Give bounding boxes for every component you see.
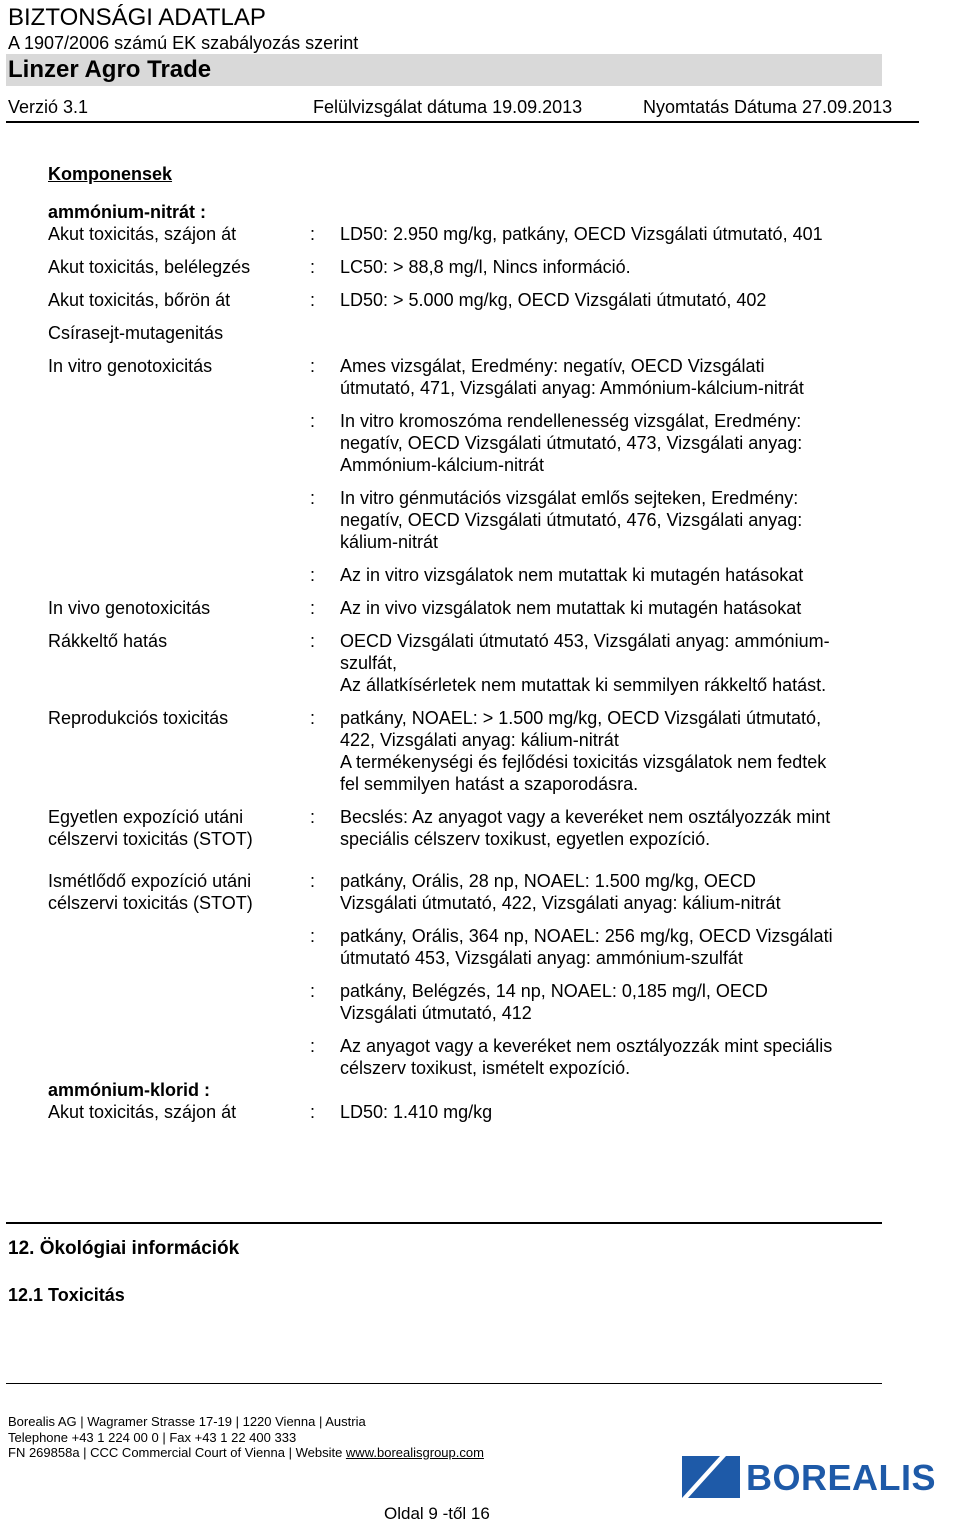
row-value: [340, 806, 888, 850]
row-value: [340, 870, 888, 914]
label-line: célszervi toxicitás (STOT): [48, 893, 253, 913]
row-colon: :: [310, 488, 316, 508]
value-line: patkány, Orális, 364 np, NOAEL: 256 mg/kg, OECD Vizsgálati: [340, 926, 833, 946]
row-value: LD50: > 5.000 mg/kg, OECD Vizsgálati útmutató, 402: [340, 290, 767, 310]
row-label: In vivo genotoxicitás: [48, 598, 211, 618]
row-label: Akut toxicitás, belélegzés: [48, 257, 251, 277]
value-line: útmutató, 471, Vizsgálati anyag: Ammónium-kálcium-nitrát: [340, 378, 804, 398]
row-value: [340, 1035, 888, 1079]
row-stot-repeated-4: [310, 1035, 888, 1079]
row-colon: :: [310, 356, 316, 376]
section-divider: [6, 1222, 882, 1224]
row-label: Akut toxicitás, szájon át: [48, 1102, 237, 1122]
value-line: patkány, Orális, 28 np, NOAEL: 1.500 mg/kg, OECD: [340, 871, 756, 891]
borealis-logo: [680, 1452, 956, 1502]
value-line: szulfát,: [340, 653, 398, 673]
row-colon: :: [310, 257, 316, 277]
value-line: fel semmilyen hatást a szaporodásra.: [340, 774, 639, 794]
row-stot-repeated-3: [310, 980, 888, 1024]
row-invitro-3: [310, 487, 888, 553]
value-line: patkány, Belégzés, 14 np, NOAEL: 0,185 mg/l, OECD: [340, 981, 768, 1001]
row-colon: :: [310, 631, 316, 651]
row-invitro-4: [310, 564, 888, 586]
row-value: [340, 980, 888, 1024]
value-line: A termékenységi és fejlődési toxicitás vizsgálatok nem fedtek: [340, 752, 827, 772]
header-divider: [6, 121, 919, 123]
value-line: speciális célszerv toxikust, egyetlen expozíció.: [340, 829, 711, 849]
document-subtitle: A 1907/2006 számú EK szabályozás szerint: [8, 33, 359, 53]
value-line: Ammónium-kálcium-nitrát: [340, 455, 545, 475]
row-colon: :: [310, 871, 316, 891]
footer-registration: [8, 1445, 484, 1461]
value-line: In vitro génmutációs vizsgálat emlős sejteken, Eredmény:: [340, 488, 799, 508]
label-line: Ismétlődő expozíció utáni: [48, 871, 252, 891]
row-carcinogenicity: [48, 630, 888, 696]
value-line: Vizsgálati útmutató, 422, Vizsgálati anyag: kálium-nitrát: [340, 893, 781, 913]
row-value: LD50: 1.410 mg/kg: [340, 1102, 493, 1122]
row-invitro-2: [310, 410, 888, 476]
row-colon: :: [310, 981, 316, 1001]
label-line: célszervi toxicitás (STOT): [48, 829, 253, 849]
row-colon: :: [310, 411, 316, 431]
value-line: Ames vizsgálat, Eredmény: negatív, OECD Vizsgálati: [340, 356, 765, 376]
print-date: Nyomtatás Dátuma 27.09.2013: [643, 97, 893, 117]
row-acute-inhalation: [48, 256, 888, 278]
row-label: In vitro genotoxicitás: [48, 356, 213, 376]
row-invivo: [48, 597, 888, 619]
footer-phone: Telephone +43 1 224 00 0 | Fax +43 1 22 400 333: [8, 1430, 297, 1445]
borealis-logo-icon: [680, 1452, 742, 1502]
section-12-title: 12. Ökológiai információk: [8, 1238, 240, 1259]
value-line: célszerv toxikust, ismételt expozíció.: [340, 1058, 631, 1078]
row-value: [340, 630, 888, 696]
value-line: Az anyagot vagy a keveréket nem osztályozzák mint speciális: [340, 1036, 833, 1056]
footer-website-link[interactable]: www.borealisgroup.com: [345, 1445, 484, 1460]
row-colon: :: [310, 708, 316, 728]
row-stot-single: [48, 806, 888, 850]
value-line: patkány, NOAEL: > 1.500 mg/kg, OECD Vizsgálati útmutató,: [340, 708, 822, 728]
value-line: kálium-nitrát: [340, 532, 439, 552]
row-label: Akut toxicitás, bőrön át: [48, 290, 231, 310]
value-line: In vitro kromoszóma rendellenesség vizsgálat, Eredmény:: [340, 411, 802, 431]
row-value: [340, 410, 888, 476]
page-number: Oldal 9 -től 16: [384, 1504, 490, 1523]
row-chloride-acute-oral: [48, 1101, 888, 1123]
version-label: Verzió 3.1: [8, 97, 89, 117]
row-value: Az in vitro vizsgálatok nem mutattak ki mutagén hatásokat: [340, 565, 804, 585]
row-label: [48, 870, 310, 914]
row-colon: :: [310, 224, 316, 244]
value-line: Becslés: Az anyagot vagy a keveréket nem osztályozzák mint: [340, 807, 831, 827]
value-line: útmutató 453, Vizsgálati anyag: ammónium-szulfát: [340, 948, 743, 968]
footer-address: Borealis AG | Wagramer Strasse 17-19 | 1220 Vienna | Austria: [8, 1414, 366, 1429]
row-invitro: [48, 355, 888, 399]
label-line: Egyetlen expozíció utáni: [48, 807, 244, 827]
footer-registration-text: FN 269858a | CCC Commercial Court of Vienna | Website: [8, 1445, 346, 1460]
value-line: 422, Vizsgálati anyag: kálium-nitrát: [340, 730, 619, 750]
row-colon: :: [310, 290, 316, 310]
row-colon: :: [310, 926, 316, 946]
row-label: Akut toxicitás, szájon át: [48, 224, 237, 244]
borealis-logo-text: BOREALIS: [746, 1457, 937, 1498]
component-name: ammónium-klorid :: [48, 1080, 211, 1100]
section-heading: Komponensek: [48, 164, 173, 184]
row-label: [48, 806, 310, 850]
value-line: Vizsgálati útmutató, 412: [340, 1003, 532, 1023]
value-line: Az állatkísérletek nem mutattak ki semmilyen rákkeltő hatást.: [340, 675, 827, 695]
row-colon: :: [310, 1036, 316, 1056]
value-line: negatív, OECD Vizsgálati útmutató, 476, Vizsgálati anyag:: [340, 510, 803, 530]
row-colon: :: [310, 565, 316, 585]
footer-divider: [6, 1383, 882, 1384]
row-label: Rákkeltő hatás: [48, 631, 168, 651]
row-acute-oral: [48, 223, 888, 245]
row-colon: :: [310, 1102, 316, 1122]
row-value: LD50: 2.950 mg/kg, patkány, OECD Vizsgálati útmutató, 401: [340, 224, 823, 244]
value-line: negatív, OECD Vizsgálati útmutató, 473, Vizsgálati anyag:: [340, 433, 803, 453]
component-name: ammónium-nitrát :: [48, 202, 207, 222]
document-title: BIZTONSÁGI ADATLAP: [8, 4, 266, 31]
review-date: Felülvizsgálat dátuma 19.09.2013: [313, 97, 583, 117]
row-label: Reprodukciós toxicitás: [48, 708, 229, 728]
components-section: [48, 163, 888, 1123]
section-12-1-title: 12.1 Toxicitás: [8, 1285, 125, 1305]
row-value: Az in vivo vizsgálatok nem mutattak ki mutagén hatásokat: [340, 598, 802, 618]
row-value: [340, 487, 888, 553]
row-value: [340, 355, 888, 399]
value-line: OECD Vizsgálati útmutató 453, Vizsgálati anyag: ammónium-: [340, 631, 830, 651]
row-reproductive: [48, 707, 888, 795]
row-germ-mutagenicity: [48, 322, 888, 344]
row-value: [340, 925, 888, 969]
row-stot-repeated-2: [310, 925, 888, 969]
row-acute-dermal: [48, 289, 888, 311]
row-colon: :: [310, 598, 316, 618]
row-value: LC50: > 88,8 mg/l, Nincs információ.: [340, 257, 631, 277]
row-colon: :: [310, 807, 316, 827]
company-name: Linzer Agro Trade: [8, 56, 212, 83]
row-value: [340, 707, 888, 795]
row-label: Csírasejt-mutagenitás: [48, 323, 224, 343]
row-stot-repeated: [48, 870, 888, 914]
